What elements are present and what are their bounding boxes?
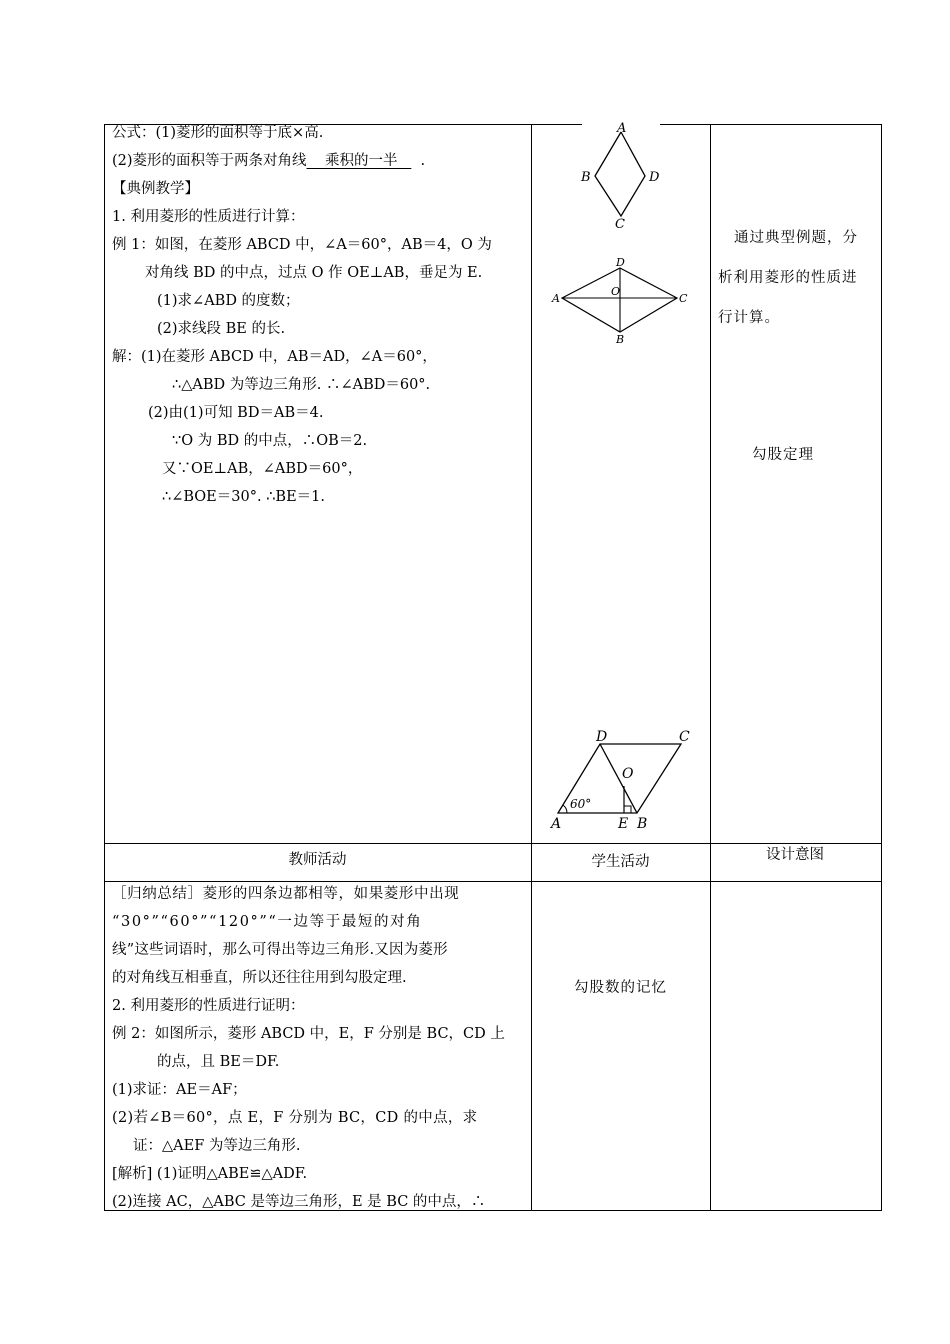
fig3-label-c: C bbox=[679, 729, 690, 745]
example-2-q2-line-1: (2)若∠B＝60°，点 E，F 分别为 BC，CD 的中点，求 bbox=[112, 1110, 478, 1126]
column-divider-2 bbox=[710, 124, 711, 1211]
fig3-label-d: D bbox=[596, 729, 608, 745]
summary-line-3: 线”这些词语时，那么可得出等边三角形.又因为菱形 bbox=[112, 942, 448, 958]
fig3-label-b: B bbox=[637, 816, 648, 832]
fig2-label-d: D bbox=[616, 256, 625, 269]
student-activity-note: 勾股数的记忆 bbox=[574, 980, 667, 996]
fig2-label-o: O bbox=[611, 285, 621, 298]
example-1-line-1: 例 1：如图，在菱形 ABCD 中，∠A＝60°，AB＝4，O 为 bbox=[112, 237, 492, 253]
fig2-label-a: A bbox=[552, 292, 560, 305]
formula-line-2-text: (2)菱形的面积等于两条对角线 bbox=[112, 153, 307, 169]
rhombus-figure-1 bbox=[575, 118, 670, 230]
design-intent-line-2: 析利用菱形的性质进 bbox=[718, 270, 858, 286]
solution-line-5: 又∵OE⊥AB，∠ABD＝60°， bbox=[162, 461, 363, 477]
table-top-border-right bbox=[660, 124, 882, 125]
example-1-q1: (1)求∠ABD 的度数； bbox=[157, 293, 300, 309]
formula-end-period: . bbox=[420, 153, 426, 169]
section-heading: 【典例教学】 bbox=[112, 181, 199, 197]
topic-2-title: 2. 利用菱形的性质进行证明： bbox=[112, 998, 305, 1014]
pythagorean-note: 勾股定理 bbox=[752, 447, 814, 463]
topic-1-title: 1. 利用菱形的性质进行计算： bbox=[112, 209, 305, 225]
formula-line-2 bbox=[112, 147, 425, 175]
example-2-q1: (1)求证：AE＝AF； bbox=[112, 1082, 247, 1098]
fig1-label-a: A bbox=[617, 121, 627, 136]
rhombus-figure-2 bbox=[550, 254, 700, 349]
fig3-label-e: E bbox=[618, 816, 629, 832]
fig2-label-c: C bbox=[679, 292, 688, 305]
header-teacher-activity: 教师活动 bbox=[288, 852, 347, 868]
solution-line-1: 解：(1)在菱形 ABCD 中，AB＝AD，∠A＝60°， bbox=[112, 349, 437, 365]
fig2-label-b: B bbox=[616, 333, 625, 346]
header-student-activity: 学生活动 bbox=[591, 854, 650, 870]
table-right-border bbox=[881, 124, 882, 1211]
fig3-label-a: A bbox=[551, 816, 562, 832]
formula-line-1: 公式：(1)菱形的面积等于底×高. bbox=[112, 125, 324, 141]
example-1-line-2: 对角线 BD 的中点，过点 O 作 OE⊥AB，垂足为 E. bbox=[145, 265, 483, 281]
rhombus-figure-3 bbox=[548, 726, 698, 832]
solution-line-2: ∴△ABD 为等边三角形. ∴∠ABD＝60°. bbox=[172, 377, 431, 393]
example-2-line-1: 例 2：如图所示，菱形 ABCD 中，E，F 分别是 BC，CD 上 bbox=[112, 1026, 505, 1042]
header-design-intent: 设计意图 bbox=[766, 847, 824, 863]
example-2-q2-line-2: 证：△AEF 为等边三角形. bbox=[133, 1138, 301, 1154]
design-intent-line-1: 通过典型例题，分 bbox=[734, 230, 858, 246]
table-left-border bbox=[104, 124, 105, 1211]
column-divider-1 bbox=[531, 124, 532, 1211]
solution-line-4: ∵O 为 BD 的中点，∴OB＝2. bbox=[172, 433, 368, 449]
analysis-line-1: [解析] (1)证明△ABE≌△ADF. bbox=[112, 1166, 308, 1182]
fig3-label-o: O bbox=[622, 766, 634, 782]
solution-line-3: (2)由(1)可知 BD＝AB＝4. bbox=[148, 405, 324, 421]
summary-line-1: ［归纳总结］菱形的四条边都相等，如果菱形中出现 bbox=[112, 886, 460, 902]
formula-blank bbox=[307, 153, 412, 169]
summary-line-2: “30°”“60°”“120°”“一边等于最短的对角 bbox=[112, 914, 423, 930]
formula-blank-answer: 乘积的一半 bbox=[324, 153, 398, 169]
example-2-line-2: 的点，且 BE＝DF. bbox=[157, 1054, 280, 1070]
fig1-label-d: D bbox=[649, 170, 660, 185]
fig1-label-b: B bbox=[581, 170, 591, 185]
design-intent-line-3: 行计算。 bbox=[718, 310, 780, 326]
example-1-q2: (2)求线段 BE 的长. bbox=[157, 321, 286, 337]
analysis-line-2: (2)连接 AC，△ABC 是等边三角形，E 是 BC 的中点，∴ bbox=[112, 1194, 486, 1210]
solution-line-6: ∴∠BOE＝30°. ∴BE＝1. bbox=[162, 489, 325, 505]
summary-line-4: 的对角线互相垂直，所以还往往用到勾股定理. bbox=[112, 970, 407, 986]
fig3-label-angle: 60° bbox=[570, 797, 592, 811]
fig1-label-c: C bbox=[615, 217, 625, 230]
